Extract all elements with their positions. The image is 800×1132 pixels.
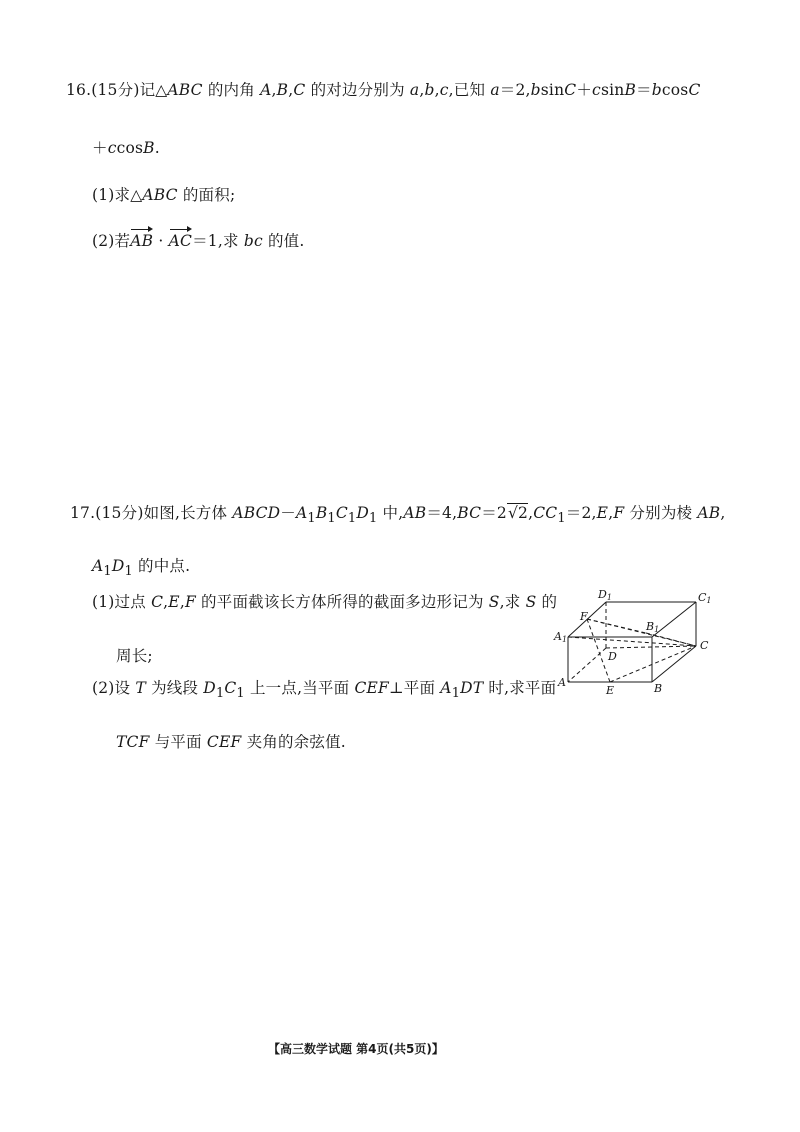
label-A1: A1	[554, 630, 568, 644]
cuboid-figure	[552, 586, 720, 698]
q17-part1-b: 周长;	[116, 647, 153, 665]
q17-part2-b: TCF 与平面 CEF 夹角的余弦值.	[116, 733, 346, 751]
label-B: B	[654, 682, 663, 695]
label-C1: C1	[698, 591, 712, 605]
q16-part1: (1)求△ABC 的面积;	[92, 186, 236, 204]
label-F: F	[580, 610, 588, 623]
label-B1: B1	[646, 620, 660, 634]
label-E: E	[606, 684, 615, 697]
q17-part2-a: (2)设 T 为线段 $D_1C_1$ 上一点,当平面 CEF⊥平面 $A_1DT$ 时,求平面	[92, 679, 557, 702]
q16-part2: (2)若AB · AC＝1,求 bc 的值.	[92, 232, 305, 250]
label-D1: D1	[598, 588, 612, 602]
q16-line2: ＋ccosB.	[92, 139, 160, 157]
q17-line2: $A_1D_1$ 的中点.	[92, 557, 191, 580]
q17-line1: 17.(15分)如图,长方体 $ABCD-A_1B_1C_1D_1$ 中$,AB=4,BC=2√2,CC_1=2,E,F$ 分别为棱 AB,	[70, 504, 726, 527]
page-footer: 【高三数学试题 第4页(共5页)】	[268, 1042, 444, 1056]
label-D: D	[608, 650, 617, 663]
q16-line1: 16.(15分)记△ABC 的内角 A,B,C 的对边分别为 a,b,c,已知 a＝2,bsinC＋csinB＝bcosC	[66, 81, 701, 99]
label-A: A	[558, 676, 566, 689]
q17-part1-a: (1)过点 C,E,F 的平面截该长方体所得的截面多边形记为 S,求 S 的	[92, 593, 558, 611]
label-C: C	[700, 639, 709, 652]
